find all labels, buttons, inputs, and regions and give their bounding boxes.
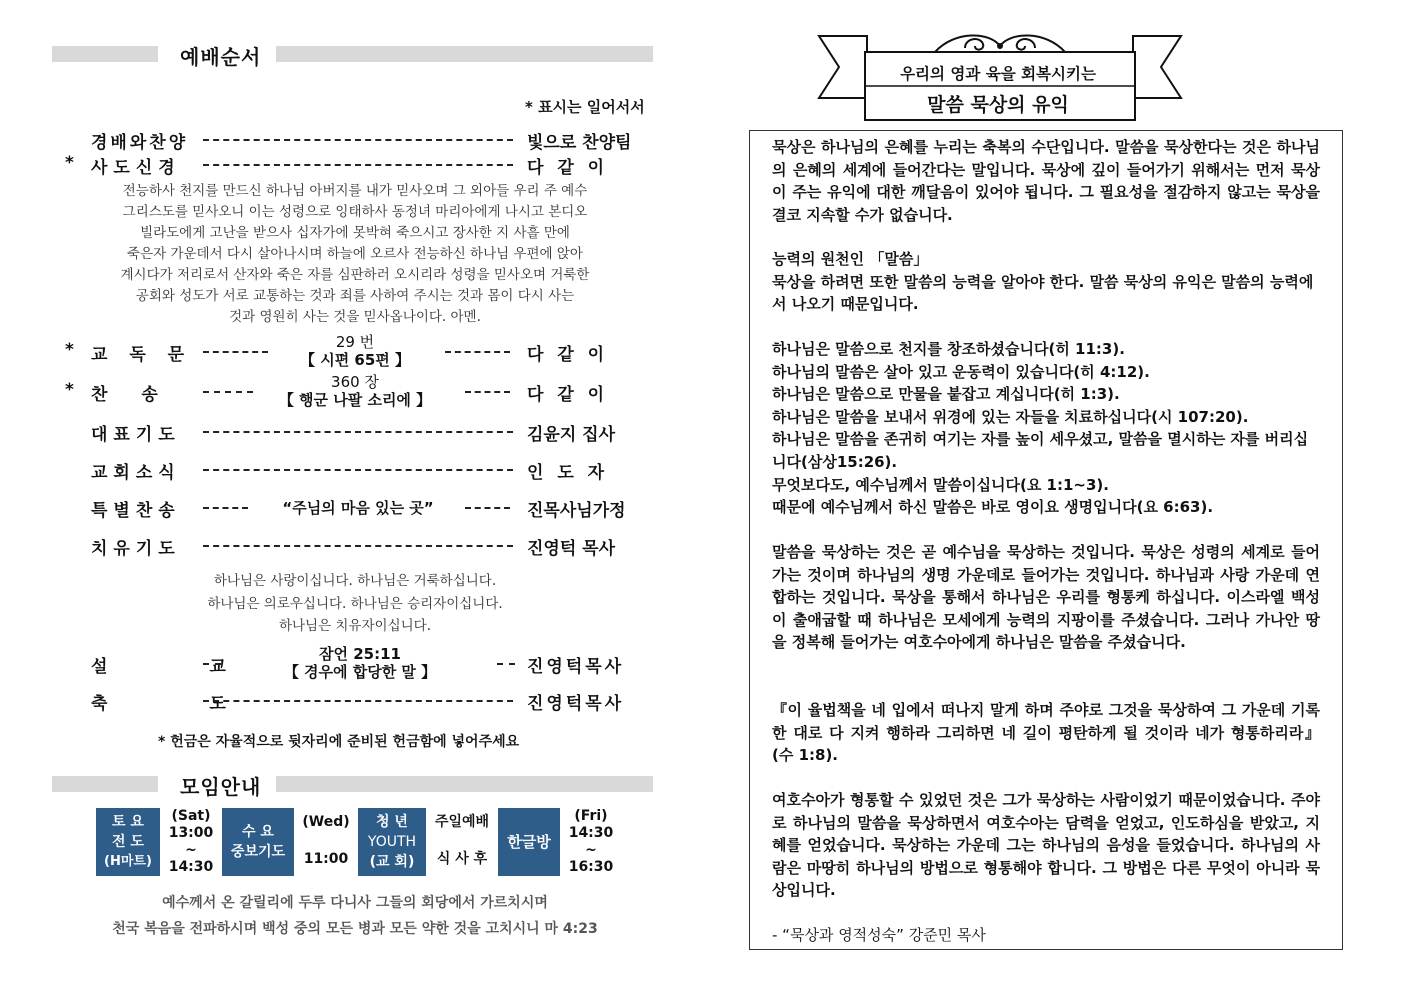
dashed-leader — [203, 139, 513, 141]
healing-declarations — [60, 570, 650, 638]
time-line: 16:30 — [568, 859, 614, 875]
reading-title: 【 시편 65편 】 — [299, 351, 410, 369]
standing-note: * 표시는 일어서서 — [525, 98, 645, 116]
order-leader: 다 같 이 — [527, 158, 609, 178]
time-line: 주일예배 — [434, 814, 490, 830]
order-label: 교 독 문 — [91, 345, 193, 365]
time-line: 14:30 — [168, 859, 214, 875]
box-line: 전 도 — [112, 834, 144, 850]
sermon-title: 【 경우에 합당한 말 】 — [283, 663, 437, 681]
section-divider — [52, 46, 158, 62]
youth-times — [430, 812, 494, 870]
order-row-praise — [65, 128, 645, 154]
dashed-leader — [465, 391, 510, 393]
healing-line: 하나님은 사랑이십니다. 하나님은 거룩하십니다. — [213, 573, 497, 589]
box-line: 토 요 — [112, 814, 144, 830]
order-label: 교회소식 — [91, 463, 181, 483]
dashed-leader — [203, 469, 513, 471]
box-line: 청 년 — [376, 814, 408, 830]
creed-line: 것과 영원히 사는 것을 믿사옵나이다. 아멘. — [229, 309, 481, 325]
hymn-detail — [265, 373, 445, 409]
article-attribution: - “묵상과 영적성숙” 강준민 목사 — [772, 926, 986, 944]
box-line: 수 요 — [242, 824, 274, 840]
order-label: 경배와찬양 — [91, 133, 189, 153]
wednesday-times — [298, 812, 354, 870]
friday-times — [564, 808, 618, 876]
dashed-leader — [203, 351, 268, 353]
order-label: 특별찬송 — [91, 501, 181, 521]
article-paragraph-3: 하나님은 말씀으로 천지를 창조하셨습니다(히 11:3). 하나님의 말씀은 살아 있고 운동력이 있습니다(히 4:12). 하나님은 말씀으로 만물을 붙잡고 계십니다(히 1:3). 하나님은 말씀을 보내서 위경에 있는 자들을 치료하십니다(시 107:20). 하나님은 말씀을 존귀히 여기는 자를 높이 세우셨고, 말씀을 멸시하는 자를 버리십니다(삼상15:26). 무엇보다도, 예수님께서 말씀이십니다(요 1:1~3). 때문에 예수님께서 하신 말씀은 바로 영이요 생명입니다(요 6:63). — [772, 340, 1309, 517]
dashed-leader — [497, 663, 515, 665]
article-paragraph-1: 묵상은 하나님의 은혜를 누리는 축복의 수단입니다. 말씀을 묵상한다는 것은 하나님의 은혜의 세계에 들어간다는 말입니다. 묵상에 깊이 들어가기 위해서는 먼저 묵상이 주는 유익에 대한 깨달음이 있어야 됩니다. 그 필요성을 절감하지 않고는 묵상을 결코 지속할 수가 없습니다. — [772, 138, 1320, 224]
creed-line: 공회와 성도가 서로 교통하는 것과 죄를 사하여 주시는 것과 몸이 다시 사는 — [135, 288, 575, 304]
dashed-leader — [203, 391, 253, 393]
dashed-leader — [203, 164, 513, 166]
article-paragraph-5: 『이 율법책을 네 입에서 떠나지 말게 하며 주야로 그것을 묵상하여 그 가운데 기록한 대로 다 지켜 행하라 그리하면 네 길이 평탄하게 될 것이라 네가 형통하리라』(수 1:8). — [772, 701, 1320, 765]
time-line: (Wed) — [302, 814, 350, 830]
section-divider — [276, 46, 653, 62]
article-paragraph-2: 능력의 원천인 「말씀」 묵상을 하려면 또한 말씀의 능력을 알아야 한다. 말씀 묵상의 유익은 말씀의 능력에서 나오기 때문입니다. — [772, 250, 1314, 314]
dashed-leader — [203, 545, 513, 547]
dashed-leader — [203, 700, 513, 702]
order-row-healing-prayer — [65, 534, 645, 560]
standing-mark: * — [65, 340, 74, 360]
standing-mark: * — [65, 153, 74, 173]
order-leader: 진영턱목사 — [527, 694, 625, 714]
order-row-creed — [65, 153, 645, 179]
order-label: 사도신경 — [91, 158, 181, 178]
order-label: 대표기도 — [91, 425, 181, 445]
box-line: (H마트) — [104, 854, 152, 869]
dashed-leader — [445, 351, 510, 353]
time-line: 식 사 후 — [436, 851, 488, 867]
order-row-prayer — [65, 420, 645, 446]
scripture-footer — [60, 890, 650, 942]
hymn-number: 360 장 — [331, 373, 379, 391]
order-leader: 김윤지 집사 — [527, 425, 616, 445]
section-divider — [52, 776, 158, 792]
banner-title: 말씀 묵상의 유익 — [927, 94, 1069, 116]
dashed-leader — [203, 431, 513, 433]
order-leader: 진목사님가정 — [527, 501, 626, 521]
box-line: 중보기도 — [230, 844, 286, 860]
special-song-title: “주님의 마음 있는 곳” — [282, 499, 434, 517]
creed-line: 전능하사 천지를 만드신 하나님 아버지를 내가 믿사오며 그 외아들 우리 주 예수 — [122, 183, 588, 199]
order-leader: 진영턱 목사 — [527, 539, 616, 559]
standing-mark: * — [65, 380, 74, 400]
order-leader: 진영턱목사 — [527, 657, 625, 677]
apostles-creed — [60, 181, 650, 328]
article-paragraph-6: 여호수아가 형통할 수 있었던 것은 그가 묵상하는 사람이었기 때문이었습니다. 주야로 하나님의 말씀을 묵상하면서 여호수아는 담력을 얻었고, 인도하심을 받았고, 지혜를 얻었습니다. 묵상하는 가운데 그는 하나님의 음성을 들었습니다. 하나님의 사람은 마땅히 하나님의 방법으로 형통해야 합니다. 그 방법은 다른 무엇이 아니라 묵상입니다. — [772, 791, 1320, 900]
youth-box — [358, 808, 426, 876]
sermon-scripture: 잠언 25:11 — [319, 645, 401, 663]
order-label: 치유기도 — [91, 539, 181, 559]
time-line: 13:00 — [168, 825, 214, 841]
time-line: ~ — [185, 842, 197, 858]
order-leader: 다 같 이 — [527, 345, 609, 365]
time-line: (Sat) — [171, 808, 211, 824]
order-leader: 빛으로 찬양팀 — [527, 133, 632, 153]
dashed-leader — [203, 663, 221, 665]
banner-subtitle: 우리의 영과 육을 회복시키는 — [900, 65, 1096, 83]
order-label: 설 교 — [91, 657, 274, 677]
healing-line: 하나님은 치유자이십니다. — [278, 618, 432, 634]
healing-line: 하나님은 의로우십니다. 하나님은 승리자이십니다. — [207, 595, 503, 612]
box-line: (교 회) — [369, 854, 415, 870]
time-line: ~ — [585, 842, 597, 858]
article-paragraph-4: 말씀을 묵상하는 것은 곧 예수님을 묵상하는 것입니다. 묵상은 성령의 세계로 들어가는 것이며 하나님의 생명 가운데로 들어가는 것입니다. 하나님과 사랑 가운데 연합하는 것입니다. 묵상을 통해서 하나님은 우리를 형통케 하십니다. 이스라엘 백성이 출애굽할 때 하나님은 모세에게 능력의 지팡이를 주셨습니다. 그러나 가나안 땅을 정복해 들어가는 여호수아에게 하나님은 말씀을 주셨습니다. — [772, 543, 1320, 652]
order-label: 축 도 — [91, 694, 274, 714]
box-line: 한글방 — [507, 833, 551, 851]
order-row-announcements — [65, 458, 645, 484]
meeting-title: 모임안내 — [180, 775, 262, 799]
wednesday-prayer-box — [222, 808, 294, 876]
saturday-times — [164, 808, 218, 876]
creed-line: 죽은자 가운데서 다시 살아나시며 하늘에 오르사 전능하신 하나님 우편에 앉아 — [127, 246, 583, 262]
order-label: 찬 송 — [91, 385, 172, 405]
dashed-leader — [465, 507, 510, 509]
korean-class-box — [498, 808, 560, 876]
order-row-benediction — [65, 689, 645, 715]
offering-note: * 헌금은 자율적으로 뒷자리에 준비된 헌금함에 넣어주세요 — [158, 734, 520, 750]
box-line: YOUTH — [367, 834, 417, 850]
dashed-leader — [203, 507, 248, 509]
time-line: 11:00 — [303, 851, 349, 867]
reading-number: 29 번 — [335, 333, 375, 351]
section-divider — [276, 776, 653, 792]
reading-detail — [280, 333, 430, 369]
creed-line: 빌라도에게 고난을 받으사 십자가에 못박혀 죽으시고 장사한 지 사흘 만에 — [140, 225, 570, 241]
creed-line: 그리스도를 믿사오니 이는 성령으로 잉태하사 동정녀 마리아에게 나시고 본디오 — [122, 204, 588, 220]
footer-line: 예수께서 온 갈릴리에 두루 다니사 그들의 회당에서 가르치시며 — [162, 895, 548, 911]
footer-line: 천국 복음을 전파하시며 백성 중의 모든 병과 모든 약한 것을 고치시니 마 4:23 — [112, 921, 598, 937]
order-leader: 인 도 자 — [527, 463, 609, 483]
order-leader: 다 같 이 — [527, 385, 609, 405]
hymn-title: 【 행군 나팔 소리에 】 — [278, 391, 432, 409]
creed-line: 계시다가 저리로서 산자와 죽은 자를 심판하러 오시리라 성령을 믿사오며 거룩한 — [120, 267, 590, 283]
time-line: 14:30 — [568, 825, 614, 841]
sermon-detail — [270, 645, 450, 681]
time-line: (Fri) — [574, 808, 608, 824]
saturday-evangelism-box — [96, 808, 160, 876]
worship-order-title: 예배순서 — [180, 45, 262, 69]
